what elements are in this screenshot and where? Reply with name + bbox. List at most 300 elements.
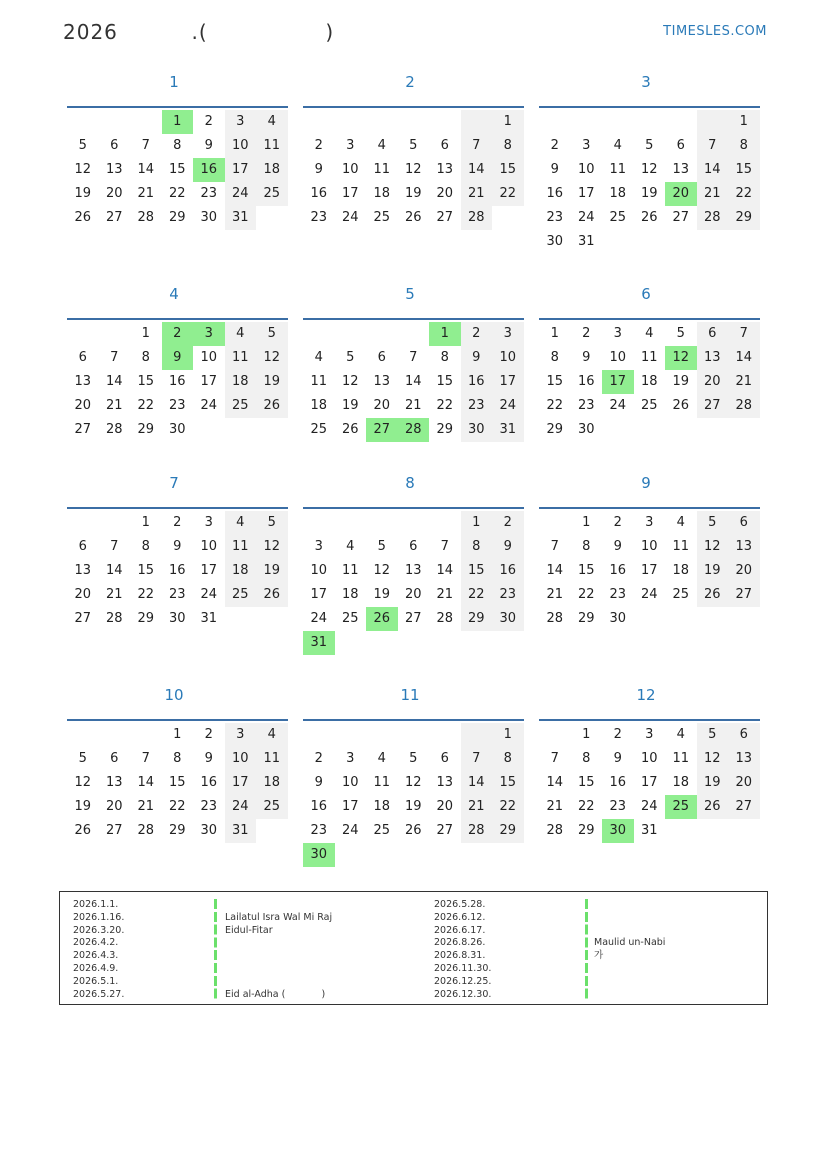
day-cell-empty bbox=[335, 110, 367, 134]
day-cell: 22 bbox=[436, 398, 454, 413]
day-cell: 10 bbox=[577, 162, 595, 177]
day-cell: 25 bbox=[256, 795, 288, 819]
day-cell: 21 bbox=[105, 398, 123, 413]
holiday-list-entry: 2026.12.30. bbox=[434, 988, 492, 1000]
day-cell: 31 bbox=[225, 819, 257, 843]
day-cell: 22 bbox=[137, 398, 155, 413]
day-cell: 16 bbox=[168, 374, 186, 389]
day-cell: 16 bbox=[310, 186, 328, 201]
holiday-list-entry: 2026.5.28. bbox=[434, 899, 486, 910]
day-cell: 13 bbox=[728, 535, 760, 559]
day-cell: 23 bbox=[609, 799, 627, 814]
day-cell: 10 bbox=[225, 747, 257, 771]
day-cell: 31 bbox=[225, 206, 257, 230]
holiday-list-entry: Eid al-Adha ( ) bbox=[225, 988, 326, 1000]
day-cell: 3 bbox=[346, 751, 355, 766]
day-cell: 29 bbox=[436, 422, 454, 437]
day-cell: 2 bbox=[492, 511, 524, 535]
day-cell: 26 bbox=[74, 823, 92, 838]
day-cell: 25 bbox=[225, 394, 257, 418]
month-grid bbox=[303, 318, 524, 442]
day-cell: 7 bbox=[697, 134, 729, 158]
day-cell: 28 bbox=[546, 823, 564, 838]
day-cell: 5 bbox=[676, 326, 685, 341]
day-cell: 26 bbox=[256, 394, 288, 418]
day-cell: 29 bbox=[577, 823, 595, 838]
day-cell: 18 bbox=[225, 370, 257, 394]
day-cell: 9 bbox=[613, 751, 622, 766]
day-cell: 2 bbox=[204, 114, 213, 129]
day-cell-holiday: 3 bbox=[193, 322, 225, 346]
day-cell: 5 bbox=[78, 138, 87, 153]
day-cell: 1 bbox=[550, 326, 559, 341]
month-title: 7 bbox=[169, 474, 179, 492]
day-cell: 9 bbox=[173, 539, 182, 554]
day-cell: 18 bbox=[609, 186, 627, 201]
day-cell: 6 bbox=[728, 723, 760, 747]
holiday-list-entry: 2026.8.26. bbox=[434, 937, 486, 949]
day-cell: 24 bbox=[200, 398, 218, 413]
day-cell: 22 bbox=[577, 799, 595, 814]
day-cell: 11 bbox=[373, 775, 391, 790]
day-cell: 25 bbox=[609, 210, 627, 225]
day-cell: 29 bbox=[168, 823, 186, 838]
day-cell: 28 bbox=[105, 422, 123, 437]
day-cell: 30 bbox=[461, 418, 493, 442]
day-cell: 23 bbox=[200, 799, 218, 814]
day-cell-empty bbox=[366, 511, 398, 535]
day-cell: 16 bbox=[200, 775, 218, 790]
day-cell: 7 bbox=[440, 539, 449, 554]
month-title: 8 bbox=[405, 474, 415, 492]
day-cell: 9 bbox=[582, 350, 591, 365]
day-cell: 23 bbox=[492, 583, 524, 607]
day-cell: 21 bbox=[546, 587, 564, 602]
day-cell-empty bbox=[99, 110, 131, 134]
holiday-list-entry bbox=[594, 963, 665, 976]
day-cell: 24 bbox=[310, 611, 328, 626]
day-cell: 29 bbox=[137, 422, 155, 437]
day-cell: 16 bbox=[609, 775, 627, 790]
day-cell: 8 bbox=[173, 751, 182, 766]
day-cell: 24 bbox=[225, 795, 257, 819]
day-cell-holiday: 27 bbox=[366, 418, 398, 442]
month-calendar bbox=[299, 72, 521, 272]
holiday-list-entry: 2026.6.12. bbox=[434, 911, 486, 923]
day-cell: 28 bbox=[137, 823, 155, 838]
day-cell: 16 bbox=[310, 799, 328, 814]
day-cell-empty bbox=[335, 322, 367, 346]
holiday-list-entry bbox=[594, 925, 665, 938]
day-cell: 6 bbox=[409, 539, 418, 554]
day-cell: 23 bbox=[310, 823, 328, 838]
day-cell: 10 bbox=[640, 539, 658, 554]
day-cell: 5 bbox=[409, 138, 418, 153]
holiday-list-entry bbox=[594, 899, 665, 912]
day-cell-empty bbox=[697, 110, 729, 134]
day-cell: 11 bbox=[341, 563, 359, 578]
day-cell: 28 bbox=[436, 611, 454, 626]
day-cell: 27 bbox=[728, 583, 760, 607]
day-cell: 8 bbox=[728, 134, 760, 158]
day-cell: 3 bbox=[225, 723, 257, 747]
day-cell: 17 bbox=[577, 186, 595, 201]
day-cell: 21 bbox=[728, 370, 760, 394]
day-cell: 22 bbox=[461, 583, 493, 607]
day-cell: 17 bbox=[492, 370, 524, 394]
day-cell: 2 bbox=[613, 727, 622, 742]
day-cell: 10 bbox=[225, 134, 257, 158]
holiday-list-entry: Lailatul Isra Wal Mi Raj bbox=[225, 911, 333, 923]
day-cell: 12 bbox=[697, 747, 729, 771]
day-cell: 16 bbox=[546, 186, 564, 201]
day-cell: 1 bbox=[461, 511, 493, 535]
day-cell: 7 bbox=[409, 350, 418, 365]
site-link[interactable]: TIMESLES.COM bbox=[663, 24, 767, 39]
day-cell: 27 bbox=[74, 611, 92, 626]
day-cell-empty bbox=[539, 723, 571, 747]
day-cell: 14 bbox=[461, 771, 493, 795]
day-cell-holiday: 25 bbox=[665, 795, 697, 819]
day-cell: 14 bbox=[404, 374, 422, 389]
month-grid bbox=[67, 719, 288, 843]
day-cell-holiday: 2 bbox=[162, 322, 194, 346]
day-cell: 6 bbox=[676, 138, 685, 153]
month-title: 1 bbox=[169, 73, 179, 91]
day-cell: 9 bbox=[550, 162, 559, 177]
day-cell: 2 bbox=[314, 751, 323, 766]
day-cell: 4 bbox=[613, 138, 622, 153]
day-cell: 30 bbox=[168, 611, 186, 626]
day-cell: 17 bbox=[225, 158, 257, 182]
day-cell: 2 bbox=[204, 727, 213, 742]
day-cell-empty bbox=[571, 110, 603, 134]
day-cell: 19 bbox=[256, 559, 288, 583]
day-cell: 31 bbox=[577, 234, 595, 249]
month-title: 10 bbox=[164, 686, 184, 704]
day-cell: 3 bbox=[613, 326, 622, 341]
day-cell: 6 bbox=[78, 539, 87, 554]
day-cell: 20 bbox=[74, 587, 92, 602]
day-cell-empty bbox=[539, 110, 571, 134]
month-grid bbox=[67, 106, 288, 230]
day-cell: 21 bbox=[697, 182, 729, 206]
day-cell: 27 bbox=[672, 210, 690, 225]
day-cell: 5 bbox=[78, 751, 87, 766]
holiday-list-entry: 2026.11.30. bbox=[434, 962, 492, 974]
day-cell-empty bbox=[398, 723, 430, 747]
day-cell-empty bbox=[429, 511, 461, 535]
day-cell: 19 bbox=[256, 370, 288, 394]
day-cell-holiday: 16 bbox=[193, 158, 225, 182]
day-cell: 29 bbox=[546, 422, 564, 437]
day-cell: 3 bbox=[204, 515, 213, 530]
day-cell: 5 bbox=[377, 539, 386, 554]
day-cell: 17 bbox=[640, 775, 658, 790]
holiday-dates-col2 bbox=[434, 899, 491, 1001]
day-cell: 11 bbox=[373, 162, 391, 177]
day-cell: 22 bbox=[137, 587, 155, 602]
day-cell: 11 bbox=[672, 539, 690, 554]
day-cell: 24 bbox=[609, 398, 627, 413]
day-cell: 29 bbox=[137, 611, 155, 626]
day-cell: 11 bbox=[640, 350, 658, 365]
day-cell: 17 bbox=[640, 563, 658, 578]
day-cell: 20 bbox=[404, 587, 422, 602]
day-cell: 1 bbox=[492, 723, 524, 747]
month-grid bbox=[303, 507, 524, 655]
month-grid bbox=[303, 719, 524, 867]
day-cell: 2 bbox=[550, 138, 559, 153]
day-cell: 8 bbox=[582, 751, 591, 766]
day-cell: 27 bbox=[404, 611, 422, 626]
day-cell: 21 bbox=[461, 795, 493, 819]
day-cell-empty bbox=[303, 322, 335, 346]
day-cell: 15 bbox=[577, 563, 595, 578]
holiday-list-entry bbox=[594, 989, 665, 1002]
day-cell: 26 bbox=[256, 583, 288, 607]
holiday-list-entry: 2026.1.1. bbox=[73, 899, 119, 910]
day-cell: 12 bbox=[256, 346, 288, 370]
day-cell: 7 bbox=[461, 747, 493, 771]
day-cell: 22 bbox=[168, 186, 186, 201]
day-cell: 9 bbox=[204, 751, 213, 766]
holiday-list-entry bbox=[594, 976, 665, 989]
day-cell: 7 bbox=[550, 751, 559, 766]
holiday-list-entry: 2026.5.1. bbox=[73, 975, 119, 987]
holiday-list-entry: Eidul-Fitar bbox=[225, 924, 273, 936]
day-cell: 1 bbox=[173, 727, 182, 742]
day-cell: 16 bbox=[492, 559, 524, 583]
day-cell: 22 bbox=[492, 795, 524, 819]
day-cell-empty bbox=[665, 110, 697, 134]
month-title: 11 bbox=[400, 686, 420, 704]
day-cell: 23 bbox=[609, 587, 627, 602]
day-cell: 13 bbox=[436, 775, 454, 790]
day-cell-empty bbox=[99, 322, 131, 346]
day-cell-empty bbox=[67, 322, 99, 346]
day-cell: 8 bbox=[582, 539, 591, 554]
day-cell: 4 bbox=[645, 326, 654, 341]
day-cell: 30 bbox=[168, 422, 186, 437]
day-cell: 19 bbox=[404, 186, 422, 201]
day-cell: 16 bbox=[609, 563, 627, 578]
day-cell: 3 bbox=[346, 138, 355, 153]
day-cell: 6 bbox=[110, 751, 119, 766]
day-cell: 7 bbox=[550, 539, 559, 554]
holiday-list-entry bbox=[225, 976, 332, 989]
day-cell: 5 bbox=[256, 511, 288, 535]
day-cell: 14 bbox=[697, 158, 729, 182]
day-cell-empty bbox=[366, 322, 398, 346]
month-calendar bbox=[299, 284, 521, 484]
day-cell: 9 bbox=[204, 138, 213, 153]
day-cell: 7 bbox=[110, 350, 119, 365]
holiday-list-entry: 2026.1.16. bbox=[73, 911, 125, 923]
day-cell: 22 bbox=[492, 182, 524, 206]
day-cell: 18 bbox=[672, 563, 690, 578]
day-cell: 21 bbox=[137, 186, 155, 201]
month-title: 4 bbox=[169, 285, 179, 303]
day-cell: 14 bbox=[137, 162, 155, 177]
day-cell: 22 bbox=[546, 398, 564, 413]
day-cell: 13 bbox=[105, 162, 123, 177]
day-cell: 25 bbox=[373, 210, 391, 225]
day-cell: 8 bbox=[440, 350, 449, 365]
holiday-list-entry: 2026.12.25. bbox=[434, 975, 492, 987]
holiday-list-entry: 2026.4.9. bbox=[73, 962, 119, 974]
holiday-list-entry: 2026.6.17. bbox=[434, 924, 486, 936]
day-cell: 30 bbox=[577, 422, 595, 437]
holiday-list-entry bbox=[225, 950, 332, 963]
page-title: 2026 .( ) bbox=[63, 20, 335, 44]
day-cell: 20 bbox=[436, 186, 454, 201]
day-cell-empty bbox=[539, 511, 571, 535]
day-cell: 23 bbox=[577, 398, 595, 413]
day-cell: 12 bbox=[74, 162, 92, 177]
day-cell-holiday: 28 bbox=[398, 418, 430, 442]
holiday-list-entry: 2026.3.20. bbox=[73, 924, 125, 936]
day-cell: 5 bbox=[409, 751, 418, 766]
day-cell: 17 bbox=[310, 587, 328, 602]
day-cell-empty bbox=[461, 110, 493, 134]
day-cell: 19 bbox=[74, 186, 92, 201]
day-cell: 20 bbox=[373, 398, 391, 413]
day-cell: 27 bbox=[105, 823, 123, 838]
holiday-list-entry: 2026.8.31. bbox=[434, 950, 486, 962]
day-cell-empty bbox=[398, 511, 430, 535]
month-grid bbox=[67, 318, 288, 442]
day-cell: 26 bbox=[672, 398, 690, 413]
day-cell: 21 bbox=[461, 182, 493, 206]
holiday-list-entry: 2026.4.3. bbox=[73, 950, 119, 962]
day-cell: 15 bbox=[436, 374, 454, 389]
day-cell: 16 bbox=[168, 563, 186, 578]
day-cell: 10 bbox=[200, 350, 218, 365]
holiday-list-entry: 2026.4.2. bbox=[73, 937, 119, 949]
day-cell: 4 bbox=[676, 727, 685, 742]
day-cell: 19 bbox=[404, 799, 422, 814]
day-cell: 3 bbox=[582, 138, 591, 153]
holiday-list-entry bbox=[225, 963, 332, 976]
day-cell: 27 bbox=[728, 795, 760, 819]
day-cell: 4 bbox=[256, 110, 288, 134]
day-cell: 20 bbox=[697, 370, 729, 394]
day-cell: 31 bbox=[640, 823, 658, 838]
day-cell: 11 bbox=[225, 346, 257, 370]
month-grid bbox=[303, 106, 524, 230]
day-cell-empty bbox=[634, 110, 666, 134]
day-cell: 12 bbox=[341, 374, 359, 389]
day-cell: 14 bbox=[461, 158, 493, 182]
day-cell: 4 bbox=[225, 322, 257, 346]
day-cell: 7 bbox=[110, 539, 119, 554]
day-cell: 2 bbox=[173, 515, 182, 530]
day-cell: 4 bbox=[676, 515, 685, 530]
day-cell: 19 bbox=[672, 374, 690, 389]
day-cell: 13 bbox=[105, 775, 123, 790]
day-cell-holiday: 17 bbox=[602, 370, 634, 394]
day-cell: 25 bbox=[373, 823, 391, 838]
day-cell: 8 bbox=[461, 535, 493, 559]
day-cell: 13 bbox=[74, 563, 92, 578]
day-cell: 15 bbox=[492, 771, 524, 795]
day-cell: 25 bbox=[256, 182, 288, 206]
month-calendar bbox=[63, 685, 285, 885]
day-cell: 10 bbox=[341, 775, 359, 790]
day-cell: 11 bbox=[672, 751, 690, 766]
day-cell: 22 bbox=[168, 799, 186, 814]
day-cell: 8 bbox=[492, 134, 524, 158]
day-cell: 30 bbox=[200, 823, 218, 838]
day-cell: 9 bbox=[492, 535, 524, 559]
day-cell: 25 bbox=[341, 611, 359, 626]
day-cell: 16 bbox=[461, 370, 493, 394]
day-cell: 8 bbox=[141, 539, 150, 554]
day-cell: 12 bbox=[404, 162, 422, 177]
day-cell: 3 bbox=[225, 110, 257, 134]
day-cell: 20 bbox=[728, 771, 760, 795]
day-cell: 26 bbox=[697, 583, 729, 607]
day-cell: 2 bbox=[582, 326, 591, 341]
day-cell: 2 bbox=[314, 138, 323, 153]
day-cell-empty bbox=[335, 723, 367, 747]
day-cell-holiday: 31 bbox=[303, 631, 335, 655]
day-cell: 13 bbox=[436, 162, 454, 177]
day-cell: 6 bbox=[728, 511, 760, 535]
month-grid bbox=[539, 507, 760, 631]
day-cell: 26 bbox=[341, 422, 359, 437]
month-calendar bbox=[63, 72, 285, 272]
day-cell-holiday: 30 bbox=[602, 819, 634, 843]
day-cell: 11 bbox=[310, 374, 328, 389]
day-cell: 8 bbox=[492, 747, 524, 771]
day-cell: 13 bbox=[672, 162, 690, 177]
day-cell: 7 bbox=[141, 138, 150, 153]
day-cell: 21 bbox=[546, 799, 564, 814]
day-cell: 31 bbox=[492, 418, 524, 442]
day-cell: 24 bbox=[640, 799, 658, 814]
day-cell: 30 bbox=[492, 607, 524, 631]
day-cell: 7 bbox=[728, 322, 760, 346]
day-cell: 8 bbox=[141, 350, 150, 365]
day-cell-empty bbox=[366, 110, 398, 134]
day-cell-holiday: 1 bbox=[429, 322, 461, 346]
day-cell: 26 bbox=[404, 823, 422, 838]
day-cell: 3 bbox=[645, 727, 654, 742]
day-cell-empty bbox=[398, 110, 430, 134]
day-cell: 29 bbox=[168, 210, 186, 225]
day-cell-empty bbox=[67, 723, 99, 747]
month-title: 9 bbox=[641, 474, 651, 492]
day-cell: 11 bbox=[609, 162, 627, 177]
holiday-dates-col1 bbox=[73, 899, 124, 1001]
day-cell: 4 bbox=[377, 751, 386, 766]
day-cell: 26 bbox=[640, 210, 658, 225]
day-cell: 12 bbox=[640, 162, 658, 177]
day-cell: 23 bbox=[310, 210, 328, 225]
day-cell: 3 bbox=[645, 515, 654, 530]
month-grid bbox=[539, 719, 760, 843]
day-cell: 1 bbox=[141, 515, 150, 530]
day-cell: 12 bbox=[74, 775, 92, 790]
day-cell: 18 bbox=[373, 186, 391, 201]
day-cell: 14 bbox=[105, 563, 123, 578]
day-cell: 28 bbox=[461, 206, 493, 230]
day-cell: 21 bbox=[105, 587, 123, 602]
holiday-list-entry: 가 bbox=[594, 950, 604, 962]
day-cell: 24 bbox=[492, 394, 524, 418]
